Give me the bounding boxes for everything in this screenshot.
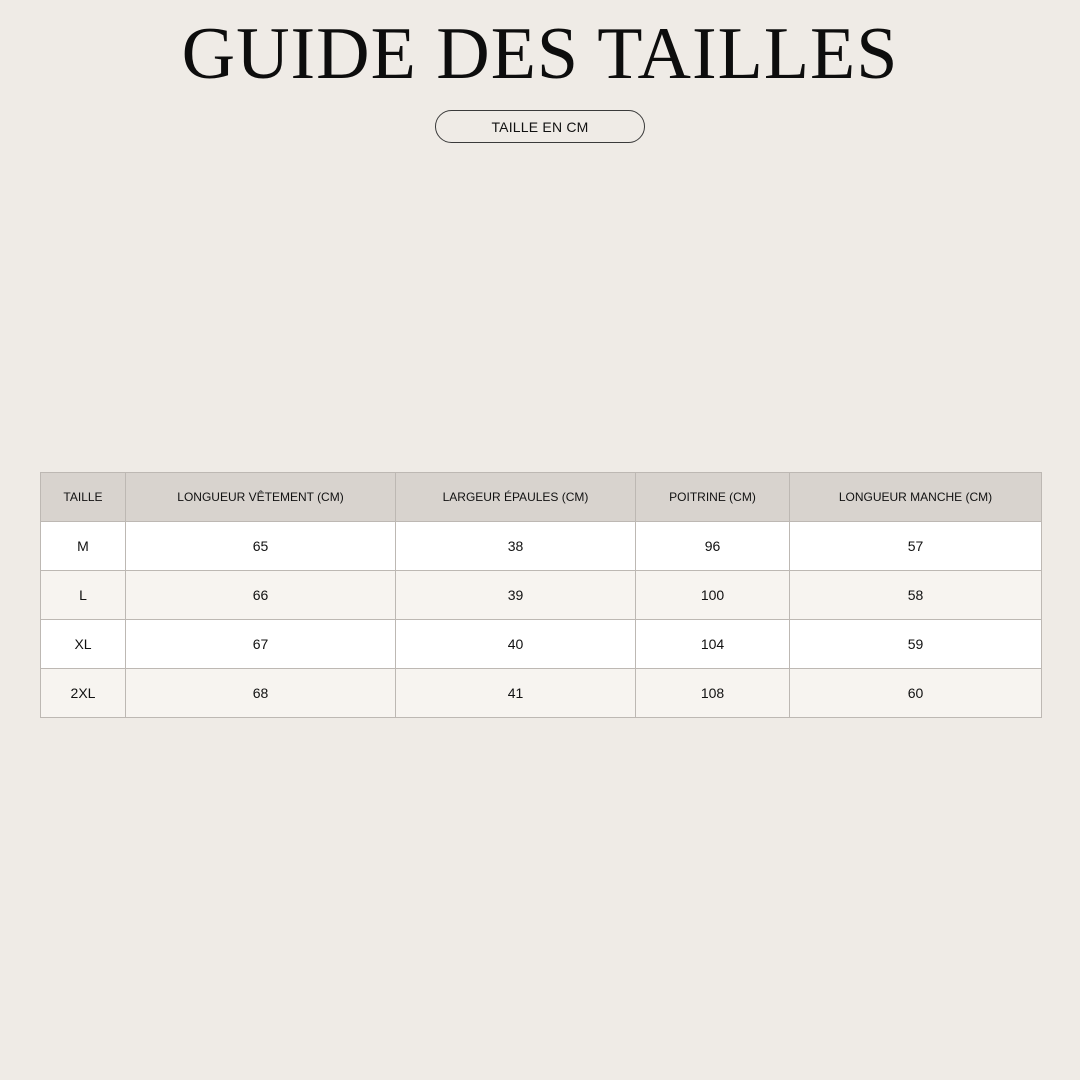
column-header-size: TAILLE (41, 473, 126, 522)
table-header-row (41, 473, 1042, 522)
size-chart-table (40, 472, 1042, 718)
size-cell: M (41, 522, 126, 571)
column-header-sleeve-length: LONGUEUR MANCHE (CM) (790, 473, 1042, 522)
garment-length-cell: 68 (126, 669, 396, 718)
column-header-garment-length: LONGUEUR VÊTEMENT (CM) (126, 473, 396, 522)
size-cell: XL (41, 620, 126, 669)
sleeve-length-cell: 60 (790, 669, 1042, 718)
garment-length-cell: 66 (126, 571, 396, 620)
garment-length-cell: 65 (126, 522, 396, 571)
table-header (41, 473, 1042, 522)
shoulder-width-cell: 38 (396, 522, 636, 571)
chest-cell: 100 (636, 571, 790, 620)
sleeve-length-cell: 57 (790, 522, 1042, 571)
column-header-shoulder-width: LARGEUR ÉPAULES (CM) (396, 473, 636, 522)
size-cell: L (41, 571, 126, 620)
shoulder-width-cell: 39 (396, 571, 636, 620)
chest-cell: 104 (636, 620, 790, 669)
table-body (41, 522, 1042, 718)
unit-badge-label: TAILLE EN CM (491, 118, 589, 135)
sleeve-length-cell: 58 (790, 571, 1042, 620)
shoulder-width-cell: 40 (396, 620, 636, 669)
page-title: GUIDE DES TAILLES (181, 13, 899, 95)
table-row (41, 522, 1042, 571)
shoulder-width-cell: 41 (396, 669, 636, 718)
column-header-chest: POITRINE (CM) (636, 473, 790, 522)
garment-length-cell: 67 (126, 620, 396, 669)
sleeve-length-cell: 59 (790, 620, 1042, 669)
table-row (41, 669, 1042, 718)
table-row (41, 620, 1042, 669)
chest-cell: 108 (636, 669, 790, 718)
size-cell: 2XL (41, 669, 126, 718)
chest-cell: 96 (636, 522, 790, 571)
table-row (41, 571, 1042, 620)
unit-badge (435, 110, 645, 143)
